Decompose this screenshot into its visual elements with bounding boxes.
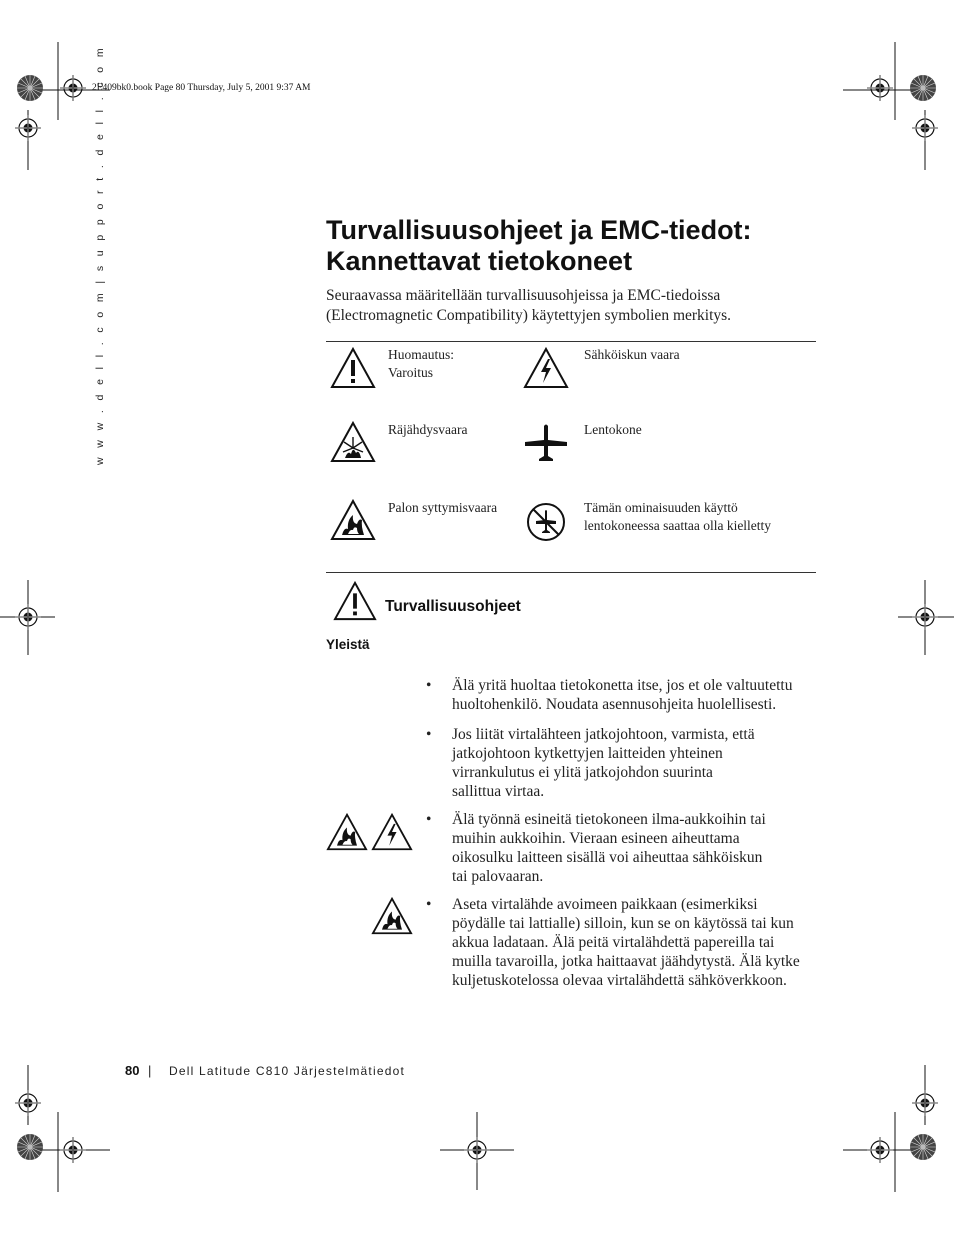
caution-label-line-1: Huomautus: — [388, 347, 454, 362]
side-url-text: w w w . d e l l . c o m | s u p p o r t . d e l l . c o m — [94, 44, 106, 465]
bullet-line: Älä yritä huoltaa tietokonetta itse, jos et ole valtuutettu — [452, 677, 793, 694]
bullet-line: oikosulku laitteen sisällä voi aiheuttaa sähköiskun — [452, 849, 763, 866]
caution-icon — [330, 346, 376, 390]
intro-line-2: (Electromagnetic Compatibility) käytettyjen symbolien merkitys. — [326, 307, 732, 324]
no-aircraft-label-line-2: lentokoneessa saattaa olla kielletty — [584, 518, 772, 533]
fire-warning-icon — [370, 896, 414, 936]
fire-label: Palon syttymisvaara — [388, 500, 498, 515]
title-line-2: Kannettavat tietokoneet — [326, 246, 633, 276]
aircraft-icon — [523, 420, 569, 464]
intro-line-1: Seuraavassa määritellään turvallisuusohjeissa ja EMC-tiedoissa — [326, 287, 721, 304]
shock-label: Sähköiskun vaara — [584, 347, 680, 362]
no-aircraft-label-line-1: Tämän ominaisuuden käyttö — [584, 500, 738, 515]
bullet-line: tai palovaaran. — [452, 868, 544, 885]
bullet-item — [452, 676, 812, 714]
page-title — [326, 215, 826, 277]
bullet-line: jatkojohtoon kytkettyjen laitteiden yhteinen — [452, 745, 723, 762]
bullet-line: kuljetuskotelossa olevaa virtalähdettä sähköverkkoon. — [452, 972, 787, 989]
subheading: Yleistä — [326, 637, 370, 652]
electric-shock-icon — [523, 346, 569, 390]
no-aircraft-label — [584, 499, 771, 535]
print-slug: 2E409bk0.book Page 80 Thursday, July 5, 2001 9:37 AM — [92, 83, 311, 93]
explosion-label: Räjähdysvaara — [388, 422, 468, 437]
bullet-line: Älä työnnä esineitä tietokoneen ilma-aukkoihin tai — [452, 811, 766, 828]
intro-paragraph — [326, 286, 816, 326]
symbol-table-bottom-rule — [326, 572, 816, 573]
bullet-marker: • — [426, 811, 432, 828]
fire-icon — [330, 498, 376, 542]
no-aircraft-icon — [523, 499, 569, 543]
bullet-line: sallittua virtaa. — [452, 783, 545, 800]
bullet-marker: • — [426, 726, 432, 743]
section-caution-icon — [333, 580, 377, 622]
bullet-line: Jos liität virtalähteen jatkojohtoon, varmista, että — [452, 726, 755, 743]
section-heading: Turvallisuusohjeet — [385, 598, 521, 615]
bullet-item — [452, 725, 812, 801]
title-line-1: Turvallisuusohjeet ja EMC-tiedot: — [326, 215, 752, 245]
bullet-line: virrankulutus ei ylitä jatkojohdon suurinta — [452, 764, 713, 781]
bullet-line: Aseta virtalähde avoimeen paikkaan (esimerkiksi — [452, 896, 758, 913]
footer-text: Dell Latitude C810 Järjestelmätiedot — [169, 1064, 405, 1078]
explosion-icon — [330, 420, 376, 464]
bullet-line: huoltohenkilö. Noudata asennusohjeita huolellisesti. — [452, 696, 777, 713]
caution-label — [388, 346, 454, 382]
shock-warning-icon — [370, 812, 414, 852]
bullet-line: pöydälle tai lattialle) silloin, kun se on käytössä tai kun — [452, 915, 794, 932]
bullet-marker: • — [426, 896, 432, 913]
footer-separator: | — [148, 1063, 152, 1078]
bullet-item — [452, 895, 812, 990]
bullet-item — [452, 810, 812, 886]
page-number: 80 — [125, 1063, 140, 1078]
symbol-table-top-rule — [326, 341, 816, 342]
fire-warning-icon — [325, 812, 369, 852]
bullet-line: akkua ladataan. Älä peitä virtalähdettä papereilla tai — [452, 934, 775, 951]
bullet-marker: • — [426, 677, 432, 694]
caution-label-line-2: Varoitus — [388, 365, 433, 380]
bullet-line: muihin aukkoihin. Vieraan esineen aiheuttama — [452, 830, 740, 847]
bullet-line: muilla tavaroilla, jotka haittaavat jäähdytystä. Älä kytke — [452, 953, 800, 970]
aircraft-label: Lentokone — [584, 422, 642, 437]
